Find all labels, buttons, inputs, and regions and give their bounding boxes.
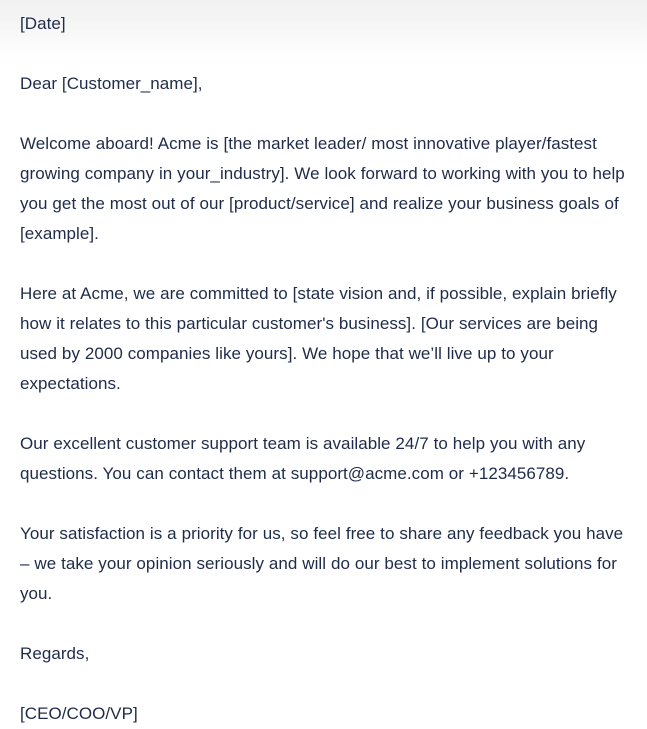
letter-body [20,9,630,729]
support-paragraph: Our excellent customer support team is available 24/7 to help you with any questions. You can contact them at support@acme.com or +123456789. [20,434,591,483]
date-placeholder: [Date] [20,14,66,33]
salutation: Dear [Customer_name], [20,74,203,93]
satisfaction-paragraph: Your satisfaction is a priority for us, so feel free to share any feedback you have – we take your opinion seriously and will do our best to implement solutions for you. [20,524,629,603]
welcome-paragraph: Welcome aboard! Acme is [the market leader/ most innovative player/fastest growing company in your_industry]. We look forward to working with you to help you get the most out of our [product/service] and realize your business goals of [example]. [20,134,630,243]
closing: Regards, [20,644,90,663]
signature-placeholder: [CEO/COO/VP] [20,704,138,723]
vision-paragraph: Here at Acme, we are committed to [state vision and, if possible, explain briefly how it relates to this particular customer's business]. [Our services are being used by 2000 companies like yours]. We hope that we’ll live up to your expectations. [20,284,622,393]
